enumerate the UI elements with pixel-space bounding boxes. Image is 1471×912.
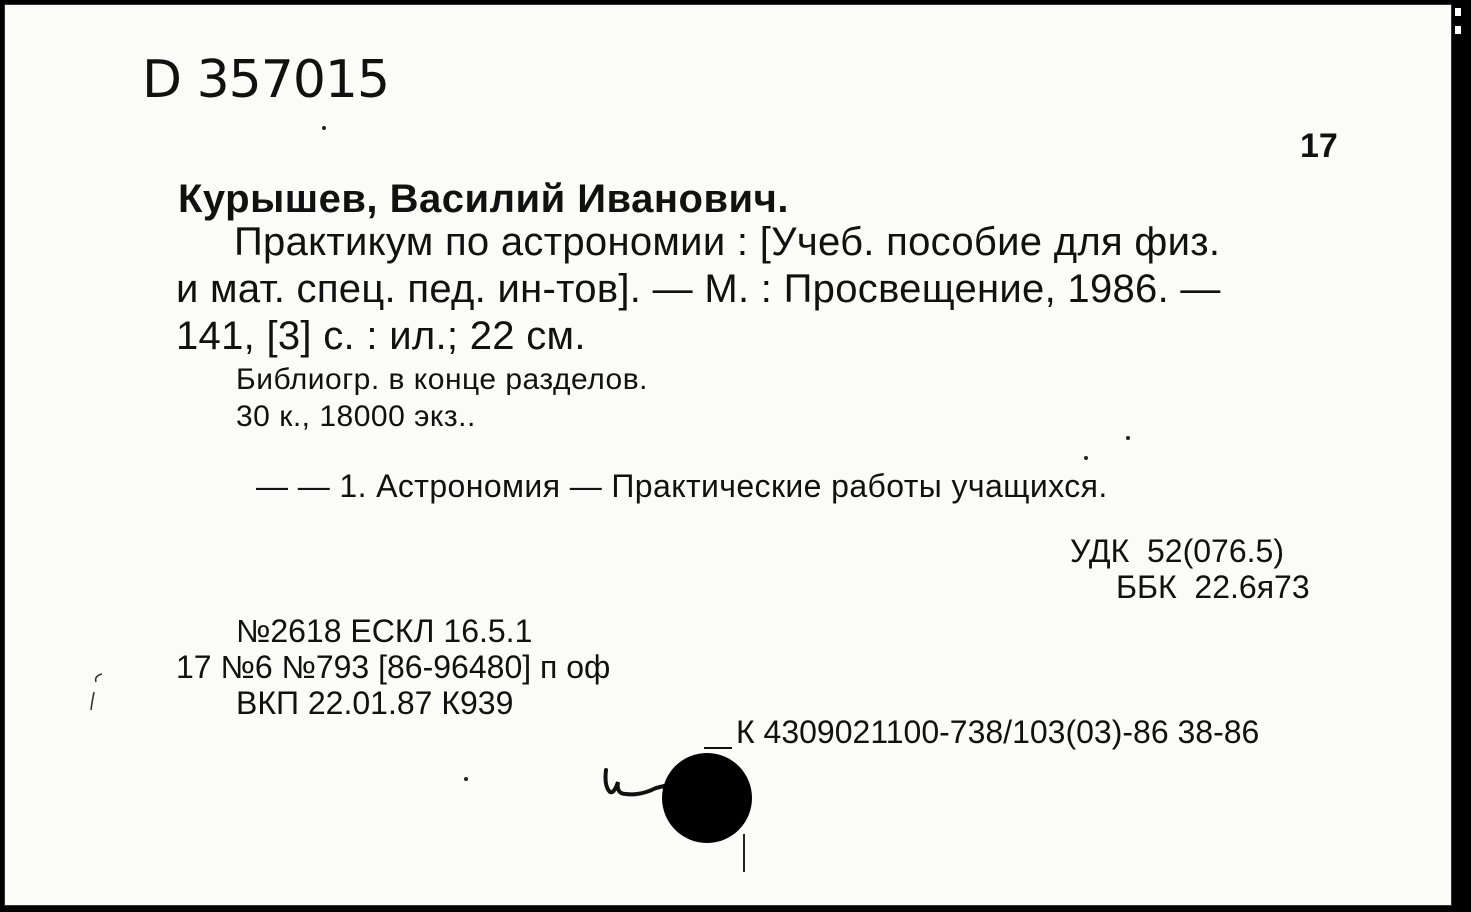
tech-line-1: №2618 ЕСКЛ 16.5.1 bbox=[236, 613, 533, 649]
k-code-underline bbox=[704, 747, 732, 749]
ink-speck bbox=[464, 777, 468, 781]
tech-line-2: 17 №6 №793 [86-96480] п оф bbox=[176, 649, 611, 685]
price-copies-note: 30 к., 18000 экз.. bbox=[236, 400, 476, 433]
catalog-card bbox=[4, 4, 1452, 906]
tech-line-3: ВКП 22.01.87 К939 bbox=[236, 685, 514, 721]
scan-edge bbox=[1452, 0, 1471, 912]
bbk-code: ББК 22.6я73 bbox=[1116, 569, 1310, 605]
punch-hole bbox=[662, 753, 752, 843]
subject-tracing: — — 1. Астрономия — Практические работы учащихся. bbox=[256, 468, 1108, 504]
title-line-2: и мат. спец. пед. ин-тов]. — М. : Просвещение, 1986. — bbox=[176, 267, 1221, 311]
bibliography-note: Библиогр. в конце разделов. bbox=[236, 363, 648, 396]
ink-speck bbox=[322, 126, 326, 130]
author-heading: Курышев, Василий Иванович. bbox=[178, 177, 789, 221]
ink-speck bbox=[1126, 436, 1130, 440]
call-number: D 357015 bbox=[142, 50, 390, 110]
card-number: 17 bbox=[1300, 127, 1338, 165]
ink-speck bbox=[1084, 456, 1088, 460]
title-line-1: Практикум по астрономии : [Учеб. пособие для физ. bbox=[234, 220, 1221, 264]
k-code: К 4309021100-738/103(03)-86 38-86 bbox=[736, 714, 1260, 750]
pencil-line bbox=[743, 834, 745, 872]
title-line-3: 141, [3] с. : ил.; 22 см. bbox=[176, 314, 586, 358]
pencil-mark-icon bbox=[88, 670, 108, 714]
handwritten-initial-icon bbox=[600, 756, 670, 804]
udk-code: УДК 52(076.5) bbox=[1070, 533, 1284, 569]
